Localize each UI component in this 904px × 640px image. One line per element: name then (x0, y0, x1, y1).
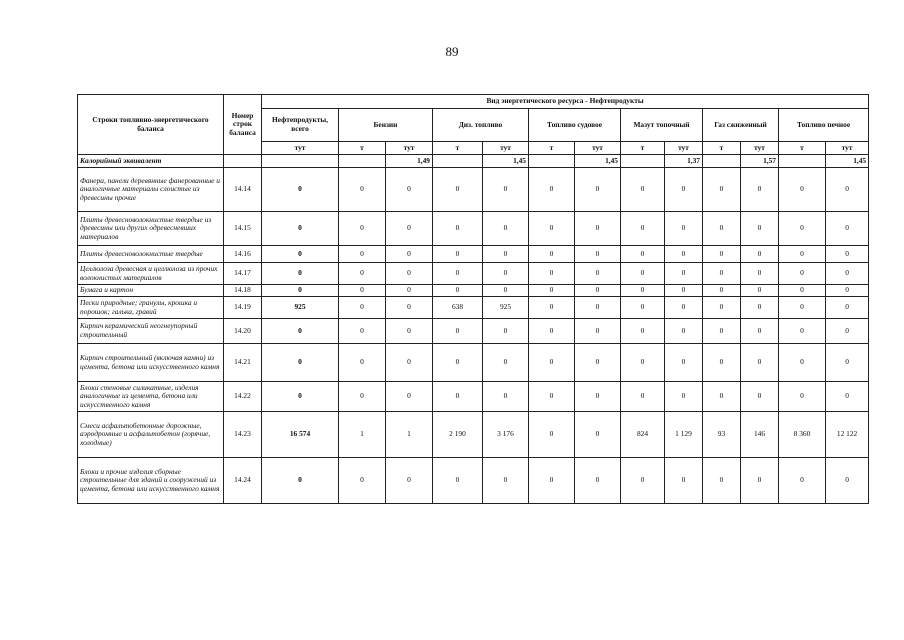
value-cell: 0 (262, 458, 339, 504)
unit-header: т (529, 142, 575, 155)
value-cell: 0 (703, 297, 741, 319)
value-cell: 0 (665, 319, 703, 344)
value-cell: 0 (262, 168, 339, 212)
value-cell: 0 (621, 319, 665, 344)
calorific-cell: 1,57 (741, 155, 779, 168)
value-cell: 0 (386, 246, 433, 263)
row-line-number: 14.24 (224, 458, 262, 504)
table-body (78, 155, 869, 504)
value-cell: 0 (703, 285, 741, 297)
group-header: Топливо судовое (529, 109, 621, 142)
unit-header: тут (826, 142, 869, 155)
row-line-number: 14.20 (224, 319, 262, 344)
value-cell: 0 (665, 246, 703, 263)
value-cell: 0 (741, 212, 779, 246)
value-cell: 0 (386, 344, 433, 382)
row-line-number: 14.15 (224, 212, 262, 246)
value-cell: 0 (621, 168, 665, 212)
value-cell: 0 (529, 458, 575, 504)
group-header: Мазут топочный (621, 109, 703, 142)
row-name: Бумага и картон (78, 285, 224, 297)
value-cell: 0 (665, 263, 703, 285)
value-cell: 0 (741, 297, 779, 319)
value-cell: 0 (665, 285, 703, 297)
value-cell: 0 (262, 246, 339, 263)
value-cell: 0 (621, 263, 665, 285)
row-line-number: 14.21 (224, 344, 262, 382)
value-cell: 0 (262, 263, 339, 285)
value-cell: 0 (433, 458, 483, 504)
value-cell: 0 (433, 285, 483, 297)
calorific-label: Калорийный эквивалент (78, 155, 224, 168)
unit-header: тут (262, 142, 339, 155)
value-cell: 0 (529, 319, 575, 344)
value-cell: 146 (741, 412, 779, 458)
page-number: 89 (445, 44, 459, 59)
value-cell: 0 (703, 344, 741, 382)
value-cell: 0 (665, 168, 703, 212)
value-cell: 0 (779, 263, 826, 285)
value-cell: 0 (483, 382, 529, 412)
group-header: Нефтепродукты, всего (262, 109, 339, 142)
calorific-cell (224, 155, 262, 168)
value-cell: 0 (575, 458, 621, 504)
value-cell: 0 (483, 212, 529, 246)
table-row (78, 212, 869, 246)
value-cell: 0 (339, 263, 386, 285)
energy-balance-table (77, 94, 869, 504)
value-cell: 0 (741, 285, 779, 297)
calorific-cell: 1,49 (386, 155, 433, 168)
value-cell: 0 (779, 168, 826, 212)
value-cell: 0 (703, 382, 741, 412)
calorific-cell (779, 155, 826, 168)
row-name: Кирпич строительный (включая камни) из цемента, бетона или искусственного камня (78, 344, 224, 382)
value-cell: 0 (386, 285, 433, 297)
value-cell: 0 (529, 212, 575, 246)
value-cell: 0 (779, 212, 826, 246)
value-cell: 0 (575, 168, 621, 212)
row-name: Кирпич керамический неогнеупорный строительный (78, 319, 224, 344)
value-cell: 0 (575, 382, 621, 412)
table-row (78, 458, 869, 504)
group-header: Бензин (339, 109, 433, 142)
value-cell: 0 (741, 168, 779, 212)
row-name: Смеси асфальтобетонные дорожные, аэродромные и асфальтобетон (горячие, холодные) (78, 412, 224, 458)
value-cell: 16 574 (262, 412, 339, 458)
value-cell: 0 (386, 212, 433, 246)
value-cell: 0 (575, 212, 621, 246)
value-cell: 0 (529, 246, 575, 263)
value-cell: 0 (621, 285, 665, 297)
value-cell: 0 (339, 344, 386, 382)
unit-header: т (779, 142, 826, 155)
value-cell: 0 (741, 263, 779, 285)
value-cell: 0 (826, 168, 869, 212)
table-row (78, 319, 869, 344)
calorific-cell: 1,45 (483, 155, 529, 168)
unit-header: тут (483, 142, 529, 155)
value-cell: 0 (826, 297, 869, 319)
value-cell: 0 (386, 297, 433, 319)
value-cell: 0 (741, 319, 779, 344)
value-cell: 0 (262, 382, 339, 412)
row-line-number: 14.17 (224, 263, 262, 285)
value-cell: 0 (665, 344, 703, 382)
row-line-number: 14.22 (224, 382, 262, 412)
value-cell: 0 (741, 344, 779, 382)
value-cell: 0 (433, 263, 483, 285)
calorific-cell (339, 155, 386, 168)
value-cell: 0 (703, 319, 741, 344)
value-cell: 638 (433, 297, 483, 319)
value-cell: 0 (621, 246, 665, 263)
value-cell: 0 (483, 344, 529, 382)
value-cell: 0 (575, 319, 621, 344)
value-cell: 0 (779, 285, 826, 297)
row-name: Целлюлоза древесная и целлюлоза из прочих волокнистых материалов (78, 263, 224, 285)
value-cell: 0 (433, 319, 483, 344)
calorific-cell: 1,45 (575, 155, 621, 168)
value-cell: 8 360 (779, 412, 826, 458)
group-header: Газ сжиженный (703, 109, 779, 142)
value-cell: 0 (703, 212, 741, 246)
value-cell: 0 (483, 285, 529, 297)
table-row (78, 246, 869, 263)
row-name: Блоки и прочие изделия сборные строительные для зданий и сооружений из цемента, бетона или искусственного камня (78, 458, 224, 504)
calorific-cell (262, 155, 339, 168)
value-cell: 0 (433, 344, 483, 382)
value-cell: 0 (703, 168, 741, 212)
calorific-row (78, 155, 869, 168)
value-cell: 0 (339, 382, 386, 412)
value-cell: 0 (529, 297, 575, 319)
table-row (78, 412, 869, 458)
value-cell: 0 (741, 458, 779, 504)
value-cell: 2 190 (433, 412, 483, 458)
value-cell: 0 (433, 382, 483, 412)
row-line-number: 14.14 (224, 168, 262, 212)
calorific-cell (621, 155, 665, 168)
value-cell: 0 (483, 458, 529, 504)
value-cell: 0 (339, 168, 386, 212)
value-cell: 0 (262, 344, 339, 382)
unit-header: тут (741, 142, 779, 155)
unit-header: тут (575, 142, 621, 155)
table-row (78, 285, 869, 297)
value-cell: 925 (483, 297, 529, 319)
value-cell: 0 (262, 285, 339, 297)
value-cell: 0 (779, 458, 826, 504)
row-line-number: 14.23 (224, 412, 262, 458)
value-cell: 0 (575, 263, 621, 285)
value-cell: 0 (665, 458, 703, 504)
value-cell: 1 129 (665, 412, 703, 458)
value-cell: 0 (575, 285, 621, 297)
value-cell: 0 (339, 246, 386, 263)
value-cell: 0 (826, 382, 869, 412)
value-cell: 12 122 (826, 412, 869, 458)
row-name: Фанера, панели деревянные фанерованные и аналогичные материалы слоистые из древесины прочие (78, 168, 224, 212)
value-cell: 925 (262, 297, 339, 319)
value-cell: 0 (483, 319, 529, 344)
value-cell: 0 (621, 458, 665, 504)
value-cell: 0 (575, 412, 621, 458)
value-cell: 0 (483, 263, 529, 285)
value-cell: 0 (741, 382, 779, 412)
calorific-cell: 1,45 (826, 155, 869, 168)
value-cell: 0 (433, 168, 483, 212)
value-cell: 0 (529, 168, 575, 212)
header-rows: Строки топливно-энергетического баланса (78, 95, 224, 155)
value-cell: 0 (529, 412, 575, 458)
value-cell: 0 (665, 382, 703, 412)
value-cell: 0 (575, 297, 621, 319)
value-cell: 0 (826, 285, 869, 297)
value-cell: 0 (262, 319, 339, 344)
row-line-number: 14.16 (224, 246, 262, 263)
value-cell: 0 (826, 344, 869, 382)
row-name: Пески природные; гранулы, крошка и порошок; галька, гравий (78, 297, 224, 319)
value-cell: 0 (339, 212, 386, 246)
unit-header: тут (386, 142, 433, 155)
table-row (78, 263, 869, 285)
group-header: Топливо печное (779, 109, 869, 142)
value-cell: 3 176 (483, 412, 529, 458)
value-cell: 0 (339, 319, 386, 344)
calorific-cell (433, 155, 483, 168)
unit-header: т (621, 142, 665, 155)
value-cell: 0 (386, 382, 433, 412)
value-cell: 0 (779, 297, 826, 319)
value-cell: 0 (386, 319, 433, 344)
value-cell: 0 (575, 246, 621, 263)
value-cell: 0 (339, 458, 386, 504)
value-cell: 0 (621, 382, 665, 412)
unit-header: т (339, 142, 386, 155)
table-row (78, 297, 869, 319)
value-cell: 0 (621, 344, 665, 382)
value-cell: 0 (529, 285, 575, 297)
value-cell: 0 (433, 212, 483, 246)
value-cell: 93 (703, 412, 741, 458)
header-resource-title: Вид энергетического ресурса - Нефтепродукты (262, 95, 869, 109)
value-cell: 0 (703, 458, 741, 504)
row-name: Плиты древесноволокнистые твердые (78, 246, 224, 263)
value-cell: 0 (703, 246, 741, 263)
unit-header: т (433, 142, 483, 155)
value-cell: 0 (826, 212, 869, 246)
value-cell: 1 (339, 412, 386, 458)
value-cell: 0 (779, 344, 826, 382)
table-row (78, 168, 869, 212)
value-cell: 0 (262, 212, 339, 246)
row-line-number: 14.19 (224, 297, 262, 319)
table-row (78, 344, 869, 382)
value-cell: 0 (665, 297, 703, 319)
unit-header: тут (665, 142, 703, 155)
value-cell: 0 (665, 212, 703, 246)
calorific-cell: 1,37 (665, 155, 703, 168)
value-cell: 0 (483, 246, 529, 263)
value-cell: 0 (483, 168, 529, 212)
calorific-cell (703, 155, 741, 168)
value-cell: 0 (779, 319, 826, 344)
unit-header: т (703, 142, 741, 155)
value-cell: 0 (339, 285, 386, 297)
row-name: Блоки стеновые силикатные, изделия аналогичные из цемента, бетона или искусственного камня (78, 382, 224, 412)
value-cell: 0 (529, 344, 575, 382)
row-name: Плиты древесноволокнистые твердые из древесины или других одревесневших материалов (78, 212, 224, 246)
value-cell: 0 (386, 263, 433, 285)
value-cell: 0 (826, 458, 869, 504)
value-cell: 0 (575, 344, 621, 382)
table-row (78, 382, 869, 412)
header-line-number: Номер строк баланса (224, 95, 262, 155)
value-cell: 0 (386, 168, 433, 212)
value-cell: 0 (529, 382, 575, 412)
value-cell: 1 (386, 412, 433, 458)
value-cell: 0 (826, 263, 869, 285)
calorific-cell (529, 155, 575, 168)
value-cell: 0 (703, 263, 741, 285)
value-cell: 0 (779, 382, 826, 412)
value-cell: 824 (621, 412, 665, 458)
value-cell: 0 (779, 246, 826, 263)
value-cell: 0 (339, 297, 386, 319)
value-cell: 0 (741, 246, 779, 263)
value-cell: 0 (826, 319, 869, 344)
value-cell: 0 (826, 246, 869, 263)
value-cell: 0 (386, 458, 433, 504)
value-cell: 0 (621, 297, 665, 319)
value-cell: 0 (433, 246, 483, 263)
value-cell: 0 (621, 212, 665, 246)
row-line-number: 14.18 (224, 285, 262, 297)
group-header: Диз. топливо (433, 109, 529, 142)
value-cell: 0 (529, 263, 575, 285)
